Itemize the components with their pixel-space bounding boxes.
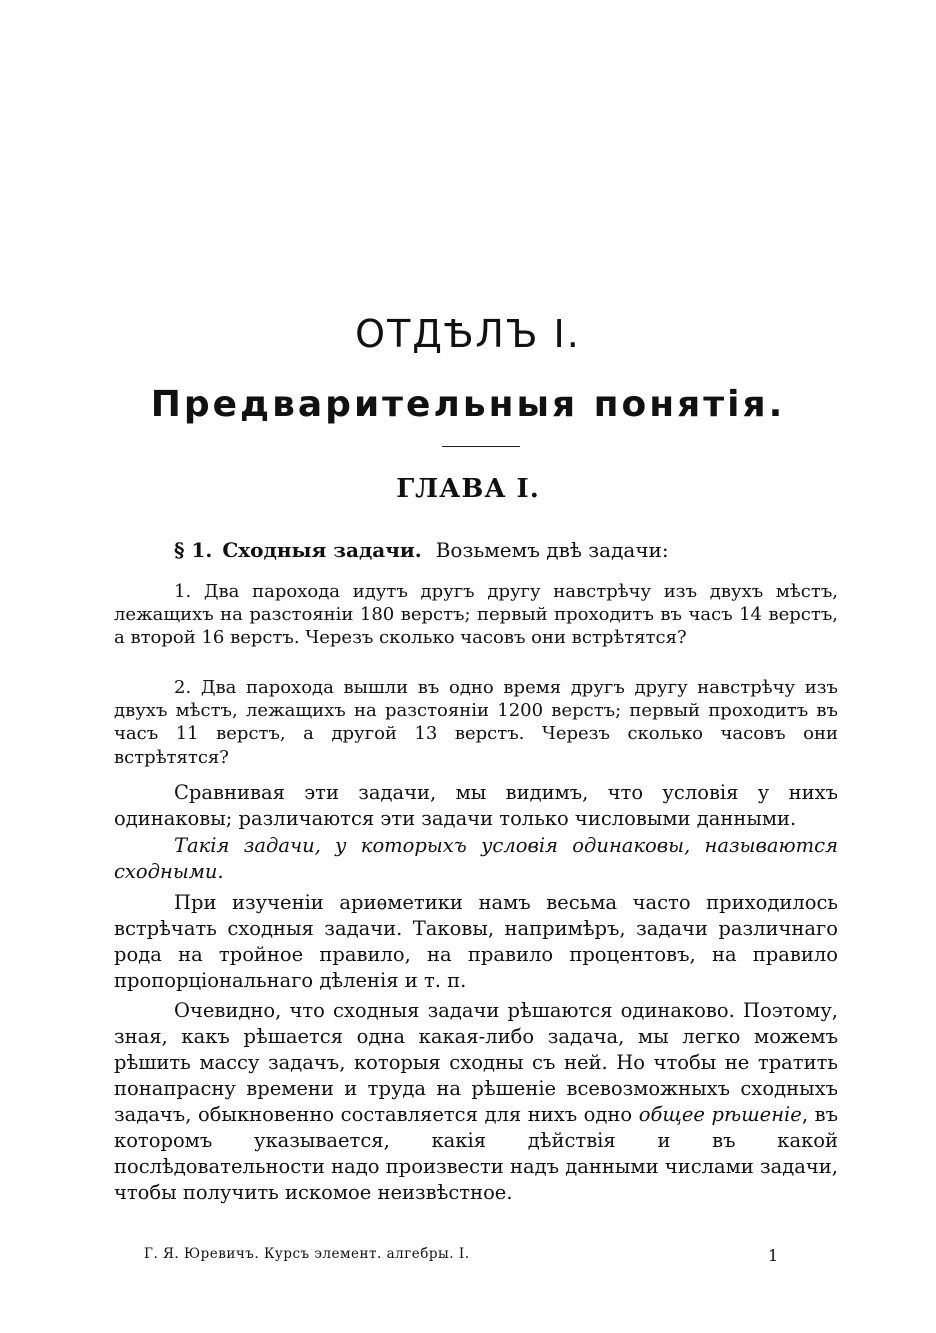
paragraph-comparison: Сравнивая эти задачи, мы видимъ, что условія у нихъ одинаковы; различаются эти задачи только числовыми данными. bbox=[114, 781, 838, 830]
paragraph-general-solution-text-a: Очевидно, что сходныя задачи рѣшаются одинаково. Поэтому, зная, какъ рѣшается одна какая-либо задача, мы легко можемъ рѣшить массу задачъ, которыя сходны съ ней. Но чтобы не тратить понапрасну времени и труда на рѣшеніе всевозможныхъ сходныхъ задачъ, обыкновенно составляется для нихъ одно bbox=[114, 999, 838, 1126]
section-lead-text: Возьмемъ двѣ задачи: bbox=[435, 538, 669, 562]
page-number: 1 bbox=[768, 1246, 779, 1265]
general-solution-term: общее рѣшеніе bbox=[638, 1103, 802, 1126]
paragraph-general-solution bbox=[114, 998, 838, 1206]
problem-2: 2. Два парохода вышли въ одно время другъ другу навстрѣчу изъ двухъ мѣстъ, лежащихъ на разстояніи 1200 верстъ; первый проходитъ въ часъ 11 верстъ, а другой 13 верстъ. Черезъ сколько часовъ они встрѣтятся? bbox=[114, 677, 838, 768]
paragraph-definition: Такія задачи, у которыхъ условія одинаковы, называются сходными. bbox=[114, 834, 838, 883]
chapter-title: ГЛАВА I. bbox=[396, 474, 540, 504]
paragraph-general-solution-text-b: , въ которомъ указывается, какія дѣйствія и въ какой послѣдовательности надо произвести надъ данными числами задачи, чтобы получить искомое неизвѣстное. bbox=[114, 1103, 838, 1204]
paragraph-arithmetic: При изученіи ариѳметики намъ весьма часто приходилось встрѣчать сходныя задачи. Таковы, напримѣръ, задачи различнаго рода на тройное правило, на правило процентовъ, на правило пропорціональнаго дѣленія и т. п. bbox=[114, 891, 838, 992]
section-heading bbox=[174, 538, 669, 562]
title-divider bbox=[442, 446, 520, 447]
section-title: Сходныя задачи. bbox=[222, 538, 422, 562]
running-footer: Г. Я. Юревичъ. Курсъ элемент. алгебры. I. bbox=[144, 1246, 470, 1262]
problem-1: 1. Два парохода идутъ другъ другу навстрѣчу изъ двухъ мѣстъ, лежащихъ на разстояніи 180 верстъ; первый проходитъ въ часъ 14 верстъ, а второй 16 верстъ. Черезъ сколько часовъ они встрѣтятся? bbox=[114, 581, 838, 649]
section-number: § 1. bbox=[174, 538, 213, 562]
part-title: ОТДѢЛЪ I. bbox=[355, 312, 581, 356]
part-subtitle: Предварительныя понятія. bbox=[150, 384, 786, 425]
